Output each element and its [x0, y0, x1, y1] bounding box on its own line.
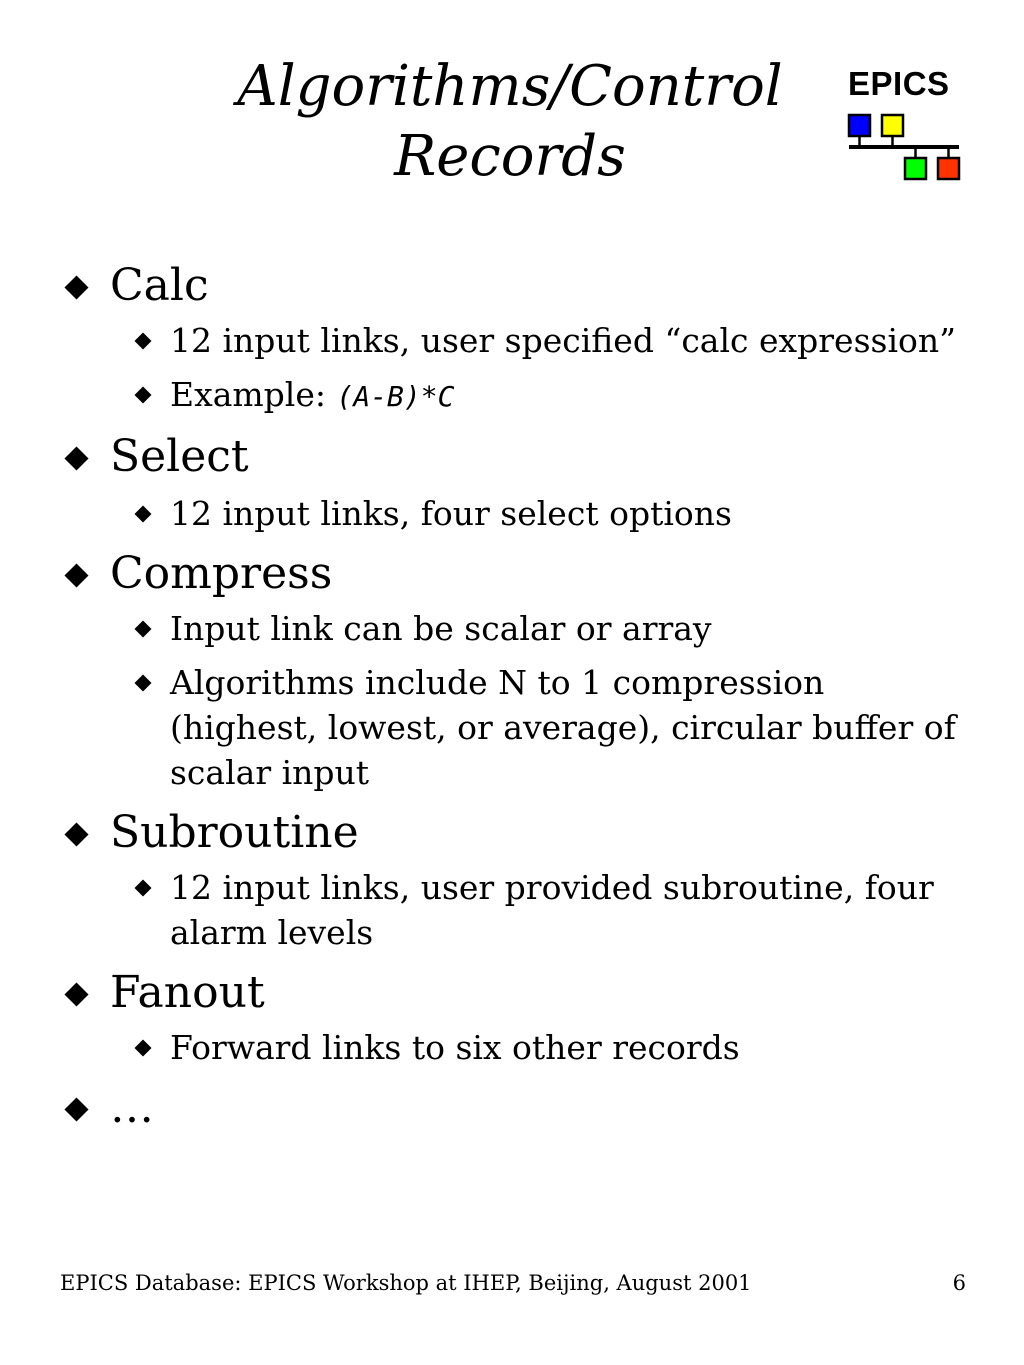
- bullet-label: …: [110, 1082, 154, 1133]
- sub-bullet-text: Forward links to six other records: [170, 1028, 740, 1067]
- bullet-list: [60, 258, 960, 1136]
- bullet-item-compress: [60, 546, 960, 795]
- sub-bullet-text: 12 input links, user provided subroutine, four alarm levels: [170, 868, 934, 952]
- logo-red-square: [938, 158, 959, 179]
- diamond-bullet-icon: [64, 982, 88, 1006]
- slide-title: [200, 52, 820, 192]
- logo-blue-square: [849, 115, 870, 136]
- code-example: (A-B)*C: [336, 380, 455, 413]
- diamond-bullet-icon: [135, 387, 152, 404]
- bullet-label: Subroutine: [110, 807, 359, 858]
- epics-logo: [846, 66, 966, 186]
- bullet-label: Calc: [110, 260, 209, 311]
- bullet-item-select: [60, 429, 960, 536]
- sub-bullet-text: Example:: [170, 375, 337, 414]
- diamond-bullet-icon: [135, 675, 152, 692]
- diamond-bullet-icon: [64, 1097, 88, 1121]
- diamond-bullet-icon: [64, 822, 88, 846]
- diamond-bullet-icon: [135, 880, 152, 897]
- sub-bullet-text: 12 input links, user specified “calc expression”: [170, 321, 956, 360]
- diamond-bullet-icon: [64, 275, 88, 299]
- bullet-label: Select: [110, 431, 249, 482]
- diamond-bullet-icon: [135, 1040, 152, 1057]
- diamond-bullet-icon: [135, 506, 152, 523]
- diamond-bullet-icon: [135, 333, 152, 350]
- bullet-label: Compress: [110, 548, 333, 599]
- logo-green-square: [905, 158, 926, 179]
- title-line-1: Algorithms/Control: [237, 54, 783, 119]
- diamond-bullet-icon: [64, 563, 88, 587]
- sub-bullet-text: Algorithms include N to 1 compression (highest, lowest, or average), circular buffer of scalar input: [170, 663, 956, 792]
- sub-bullet-text: Input link can be scalar or array: [170, 609, 712, 648]
- diamond-bullet-icon: [64, 446, 88, 470]
- logo-text: EPICS: [848, 65, 950, 102]
- diamond-bullet-icon: [135, 621, 152, 638]
- bullet-item-fanout: [60, 965, 960, 1070]
- logo-network-icon: [846, 110, 966, 182]
- page-number: 6: [952, 1271, 966, 1295]
- bullet-item-calc: [60, 258, 960, 419]
- slide-footer: EPICS Database: EPICS Workshop at IHEP, Beijing, August 2001: [60, 1271, 752, 1295]
- sub-bullet-text: 12 input links, four select options: [170, 494, 732, 533]
- logo-yellow-square: [882, 115, 903, 136]
- bullet-item-ellipsis: [60, 1080, 960, 1136]
- bullet-label: Fanout: [110, 967, 265, 1018]
- title-line-2: Records: [394, 124, 626, 189]
- bullet-item-subroutine: [60, 805, 960, 955]
